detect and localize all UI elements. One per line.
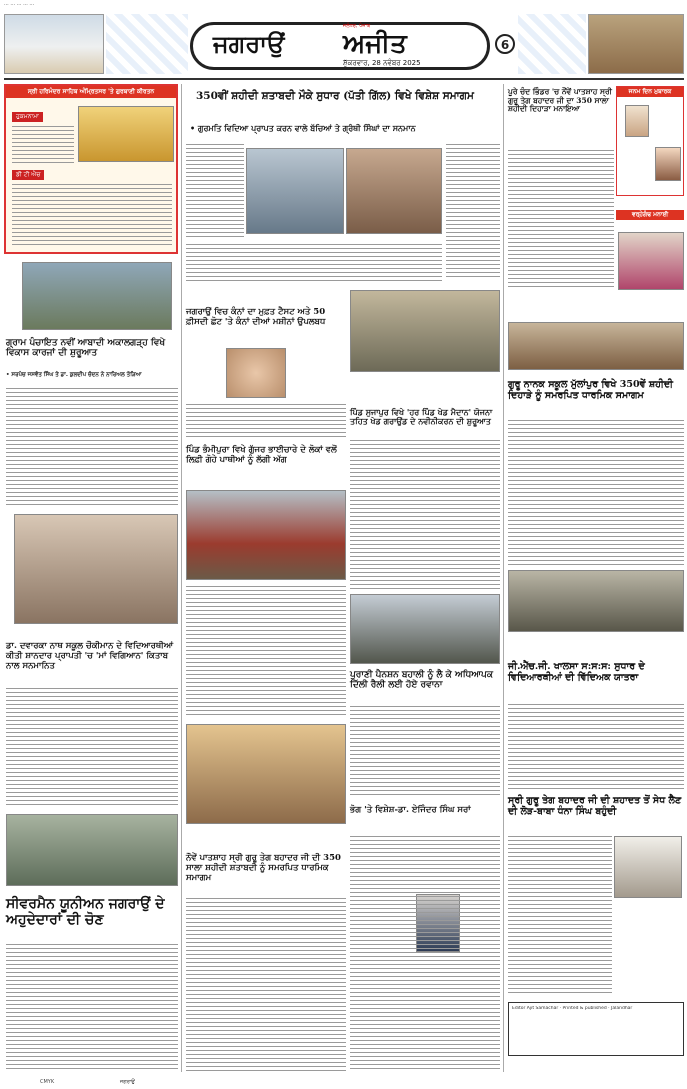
ghg-headline: ਜੀ.ਐੱਚ.ਜੀ. ਖਾਲਸਾ ਸ:ਸ:ਸ: ਸੁਧਾਰ ਦੇ ਵਿਦਿਆਰਥੀਆਂ ਦੀ ਵਿੱਦਿਅਕ ਯਾਤਰਾ — [508, 661, 645, 683]
ear-photo — [226, 348, 286, 398]
pension-body — [350, 706, 500, 798]
masthead-photo-right — [588, 14, 684, 74]
story1-photo — [22, 262, 172, 330]
story1-body — [6, 388, 178, 508]
lead-subhead: • ਗੁਰਮਤਿ ਵਿਦਿਆ ਪ੍ਰਾਪਤ ਕਰਨ ਵਾਲੇ ਬੱਚਿਆਂ ਤੇ ਗ੍ਰੰਥੀ ਸਿੰਘਾਂ ਦਾ ਸਨਮਾਨ — [190, 123, 416, 133]
pind-body — [350, 440, 500, 590]
fire-truck-photo — [186, 490, 346, 580]
lead-body-left — [186, 144, 244, 240]
story2-body — [6, 688, 178, 808]
sahid-body — [508, 836, 612, 996]
golden-temple-photo — [78, 106, 174, 162]
gurbani-text-1 — [12, 126, 74, 166]
pind-headline: ਪਿੰਡ ਸੁਜਾਪੁਰ ਵਿਖੇ 'ਹਰ ਪਿੰਡ ਖੇਡ ਮੈਦਾਨ' ਯੋਜਨਾ ਤਹਿਤ ਖੇਡ ਗਰਾਉਂਡ ਦੇ ਨਵੀਨੀਕਰਨ ਦੀ ਸ਼ੁਰੂਆਤ — [350, 407, 493, 427]
nanak-body — [508, 420, 684, 568]
imprint-text: Editor Ajit Samachar · Printed & published · Jalandhar — [512, 1006, 633, 1011]
masthead-pattern-right — [518, 14, 586, 74]
bhindar-body — [508, 150, 614, 290]
birthday-photo-1 — [625, 105, 649, 137]
print-slug: ··· ··· ··· ··· ··· — [4, 2, 35, 8]
pind-photo-top — [350, 290, 500, 372]
fire-headline: ਪਿੰਡ ਭੰਮੀਪੁਰਾ ਵਿਖੇ ਗੁੱਜਰ ਭਾਈਚਾਰੇ ਦੇ ਲੋਕਾਂ ਵਲੋਂ ਲਿਫ਼ੀ ਗੋਹੇ ਪਾਥੀਆਂ ਨੂੰ ਲੱਗੀ ਅੱਗ — [186, 445, 337, 465]
sahid-headline: ਸ੍ਰੀ ਗੁਰੂ ਤੇਗ ਬਹਾਦਰ ਜੀ ਦੀ ਸ਼ਹਾਦਤ ਤੋਂ ਸੇਧ ਲੈਣ ਦੀ ਲੋੜ-ਬਾਬਾ ਧੰਨਾ ਸਿੰਘ ਬਹੁੰਦੀ — [508, 795, 682, 817]
masthead-title-right: ਅਜੀਤ — [343, 29, 407, 59]
masthead-rule — [4, 78, 684, 80]
story2-photo — [14, 514, 178, 624]
baba-photo — [614, 836, 682, 898]
gurbani-box-title: ਸ੍ਰੀ ਹਰਿਮੰਦਰ ਸਾਹਿਬ ਅੰਮ੍ਰਿਤਸਰ 'ਤੇ ਗੁਰਬਾਣੀ ਕੀਰਤਨ — [6, 86, 176, 98]
fire-body — [186, 586, 346, 716]
nanak-headline: ਗੁਰੂ ਨਾਨਕ ਸਕੂਲ ਮੁੱਲਾਂਪੁਰ ਵਿਖੇ 350ਵੇਂ ਸ਼ਹੀਦੀ ਦਿਹਾੜੇ ਨੂੰ ਸਮਰਪਿਤ ਧਾਰਮਿਕ ਸਮਾਗਮ — [508, 379, 673, 401]
story3-body — [6, 944, 178, 1072]
col-divider-1 — [181, 84, 182, 1072]
footer-center-mark: ਜਗਰਾਉਂ — [120, 1079, 135, 1085]
gurbani-text-2 — [12, 184, 172, 248]
anniversary-photo — [618, 232, 684, 290]
lead-body-right — [446, 144, 500, 280]
masthead-logo — [190, 22, 490, 70]
page-number: 6 — [495, 34, 515, 54]
rally-photo — [350, 594, 500, 664]
story3-photo — [6, 814, 178, 886]
bhog-headline: ਭੋਗ 'ਤੇ ਵਿਸ਼ੇਸ਼-ਡਾ. ਏਜਿੰਦਰ ਸਿੰਘ ਸਰਾਂ — [350, 805, 471, 815]
story1-headline: ਗ੍ਰਾਮ ਪੰਚਾਇਤ ਨਵੀਂ ਆਬਾਦੀ ਅਕਾਲਗੜ੍ਹ ਵਿਖੇ ਵਿਕਾਸ ਕਾਰਜਾਂ ਦੀ ਸ਼ੁਰੂਆਤ — [6, 338, 166, 359]
masthead-date: ਸ਼ੁੱਕਰਵਾਰ, 28 ਨਵੰਬਰ 2025 — [343, 59, 421, 67]
masthead-pattern-left — [106, 14, 188, 74]
students-photo — [508, 570, 684, 632]
birthday-title: ਜਨਮ ਦਿਨ ਮੁਬਾਰਕ — [617, 87, 683, 97]
story2-headline: ਡਾ. ਦਵਾਰਕਾ ਨਾਥ ਸਕੂਲ ਚੌਕੀਮਾਨ ਦੇ ਵਿਦਿਆਰਥੀਆਂ ਕੀਤੀ ਸ਼ਾਨਦਾਰ ਪ੍ਰਾਪਤੀ 'ਚ 'ਮਾਂ ਵਿਗਿਆਨ' ਕਿਤਾਬ ਨਾਲ ਸਨਮਾਨਿਤ — [6, 641, 174, 671]
lead-body-lower — [186, 244, 442, 284]
print-footer — [0, 1076, 687, 1089]
anniversary-title: ਵਰ੍ਹੇਗੰਢ ਮਨਾਈ — [616, 210, 684, 220]
bhog-body — [350, 836, 500, 1072]
gurbani-box — [4, 84, 178, 254]
bhindar-headline: ਪੂਰੇ ਚੰਦ ਭਿੰਡਰ 'ਚ ਨੌਂਵੇਂ ਪਾਤਸ਼ਾਹ ਸ੍ਰੀ ਗੁਰੂ ਤੇਗ ਬਹਾਦਰ ਜੀ ਦਾ 350 ਸਾਲਾ ਸ਼ਹੀਦੀ ਦਿਹਾੜਾ ਮਨਾਇਆ — [508, 87, 612, 114]
pension-headline: ਪੁਰਾਣੀ ਪੈਨਸ਼ਨ ਬਹਾਲੀ ਨੂੰ ਲੈ ਕੇ ਅਧਿਆਪਕ ਦਿੱਲੀ ਰੈਲੀ ਲਈ ਹੋਏ ਰਵਾਨਾ — [350, 670, 494, 691]
nave-headline: ਨੌਵੇਂ ਪਾਤਸ਼ਾਹ ਸ੍ਰੀ ਗੁਰੂ ਤੇਗ ਬਹਾਦਰ ਜੀ ਦੀ 350 ਸਾਲਾ ਸ਼ਹੀਦੀ ਸ਼ਤਾਬਦੀ ਨੂੰ ਸਮਰਪਿਤ ਧਾਰਮਿਕ ਸਮਾਗਮ — [186, 853, 341, 883]
masthead-title-left: ਜਗਰਾਉਂ — [213, 29, 285, 58]
anniversary-box — [616, 210, 684, 300]
birthday-photo-2 — [655, 147, 681, 181]
ear-test-headline: ਜਗਰਾਉਂ ਵਿਚ ਕੰਨਾਂ ਦਾ ਮੁਫ਼ਤ ਟੈਸਟ ਅਤੇ 50 ਫ਼ੀਸਦੀ ਛੋਟ 'ਤੇ ਕੰਨਾਂ ਦੀਆਂ ਮਸ਼ੀਨਾਂ ਉਪਲਬਧ — [186, 307, 326, 327]
ear-body — [186, 404, 346, 438]
nanak-photo — [508, 322, 684, 370]
gurbani-box-tag: ਹੁਕਮਨਾਮਾ — [12, 112, 43, 122]
masthead-photo-left — [4, 14, 104, 74]
registration-marks: CMYK — [40, 1079, 55, 1085]
birthday-box — [616, 86, 684, 196]
story3-headline: ਸੀਵਰਮੈਨ ਯੂਨੀਅਨ ਜਗਰਾਉਂ ਦੇ ਅਹੁਦੇਦਾਰਾਂ ਦੀ ਚੋਣ — [6, 896, 165, 929]
lead-photo-1 — [246, 148, 344, 234]
imprint-box — [508, 1002, 684, 1056]
nave-body — [186, 898, 346, 1072]
story1-subhead: • ਸਰਪੰਚ ਜਸਵੰਤ ਸਿੰਘ ਤੇ ਡਾ. ਕੁਲਦੀਪ ਚੰਦਨ ਨੇ ਨਾਰਿਅਲ ਤੋੜਿਆ — [6, 372, 142, 378]
gurbani-box-sub: ਡੀ ਟੀ ਐਚ — [12, 170, 44, 180]
col-divider-2 — [503, 84, 504, 1072]
ghg-body — [508, 704, 684, 790]
lead-headline: 350ਵੀਂ ਸ਼ਹੀਦੀ ਸ਼ਤਾਬਦੀ ਮੌਕੇ ਸੁਧਾਰ (ਪੱਤੀ ਗਿੱਲ) ਵਿਖੇ ਵਿਸ਼ੇਸ਼ ਸਮਾਗਮ — [196, 90, 474, 102]
masthead-subtitle: ਜਲੰਧਰ, ਪੰਜਾਬ — [343, 23, 371, 29]
samagam-photo — [186, 724, 346, 824]
lead-photo-2 — [346, 148, 442, 234]
